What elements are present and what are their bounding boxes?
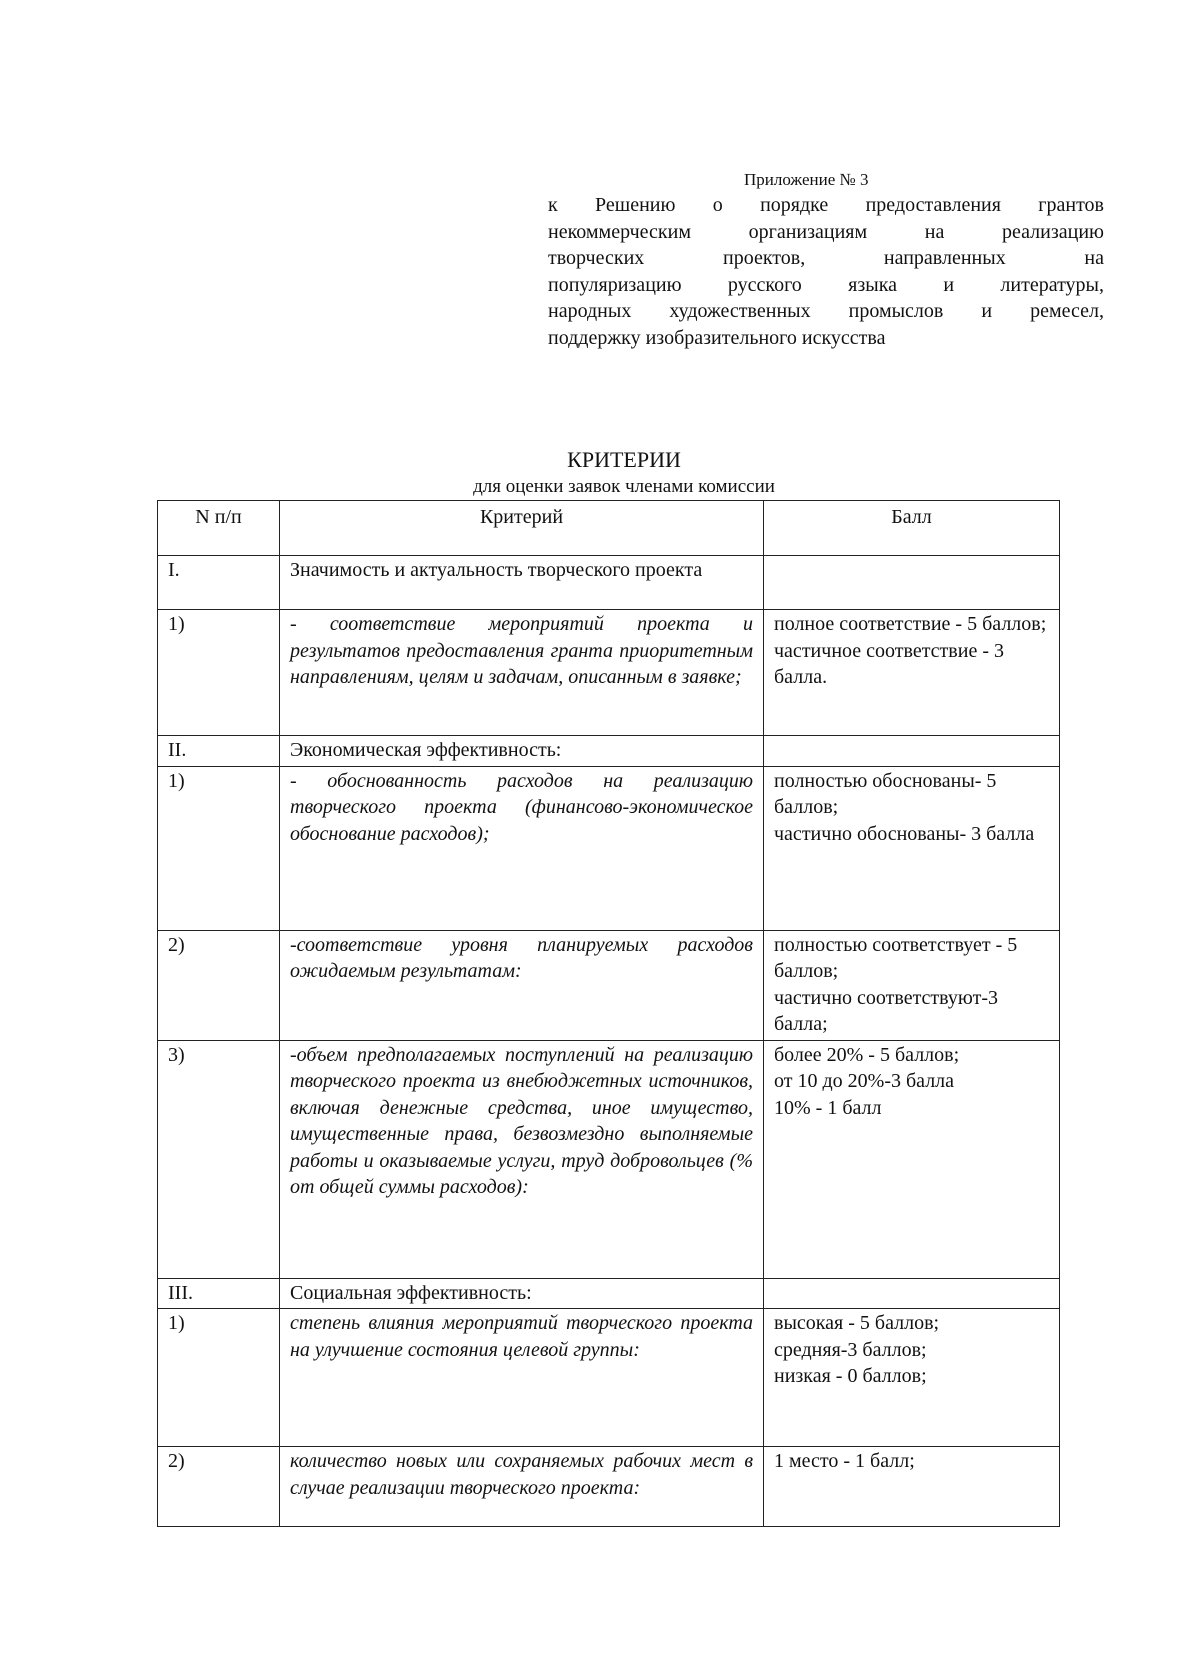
score-line: 1 место - 1 балл;: [774, 1450, 915, 1472]
score-line: полное соответствие - 5 баллов;: [774, 613, 1047, 635]
score-line: частично соответствуют-3 балла;: [774, 986, 999, 1035]
table-row: [158, 610, 1060, 736]
appendix-line: поддержку изобразительного искусства: [548, 326, 886, 349]
appendix-line: народных художественных промыслов и ремесел,: [548, 300, 1104, 322]
appendix-line: к Решению о порядке предоставления грантов: [548, 194, 1104, 216]
row-number: 2): [158, 1447, 280, 1527]
row-score: [764, 766, 1060, 930]
score-line: низкая - 0 баллов;: [774, 1365, 927, 1387]
score-line: частично обоснованы- 3 балла: [774, 822, 1035, 845]
row-number: 1): [158, 1309, 280, 1447]
criterion-text: степень влияния мероприятий творческого проекта на улучшение состояния целевой группы:: [280, 1309, 764, 1447]
header-score: Балл: [764, 501, 1060, 556]
header-criterion: Критерий: [280, 501, 764, 556]
row-score: [764, 1309, 1060, 1447]
document-title: КРИТЕРИИ: [567, 447, 681, 472]
section-heading: Значимость и актуальность творческого проекта: [280, 556, 764, 610]
score-line: полностью обоснованы- 5 баллов;: [774, 769, 997, 818]
section-heading: Экономическая эффективность:: [280, 736, 764, 767]
appendix-line: популяризацию русского языка и литературы,: [548, 273, 1104, 296]
row-number: 3): [158, 1040, 280, 1278]
row-score: [764, 610, 1060, 736]
criterion-text: - обоснованность расходов на реализацию творческого проекта (финансово-экономическое обоснование расходов);: [280, 766, 764, 930]
table-row: [158, 930, 1060, 1040]
score-line: полностью соответствует - 5 баллов;: [774, 933, 1018, 982]
score-line: от 10 до 20%-3 балла: [774, 1070, 955, 1092]
criterion-text: количество новых или сохраняемых рабочих мест в случае реализации творческого проекта:: [280, 1447, 764, 1527]
row-score: [764, 1040, 1060, 1278]
table-header-row: [158, 501, 1060, 556]
row-score: [764, 930, 1060, 1040]
table-row: [158, 1447, 1060, 1527]
row-number: 1): [158, 766, 280, 930]
row-number: III.: [158, 1278, 280, 1309]
row-score: [764, 1447, 1060, 1527]
criterion-text: -соответствие уровня планируемых расходов ожидаемым результатам:: [280, 930, 764, 1040]
section-heading: Социальная эффективность:: [280, 1278, 764, 1309]
score-line: высокая - 5 баллов;: [774, 1312, 940, 1334]
criterion-text: - соответствие мероприятий проекта и результатов предоставления гранта приоритетным направлениям, целям и задачам, описанным в заявке;: [280, 610, 764, 736]
row-number: I.: [158, 556, 280, 610]
appendix-line: творческих проектов, направленных на: [548, 247, 1104, 269]
row-score: [764, 1278, 1060, 1309]
row-number: 2): [158, 930, 280, 1040]
row-score: [764, 736, 1060, 767]
score-line: более 20% - 5 баллов;: [774, 1043, 960, 1066]
criterion-text: -объем предполагаемых поступлений на реализацию творческого проекта из внебюджетных источников, включая денежные средства, иное имущество, имущественные права, безвозмездно выполняемые работы и оказываемые услуги, труд добровольцев (% от общей суммы расходов):: [280, 1040, 764, 1278]
score-line: 10% - 1 балл: [774, 1096, 882, 1119]
appendix-header: [548, 170, 1104, 351]
row-score: [764, 556, 1060, 610]
table-row: [158, 1278, 1060, 1309]
score-line: частичное соответствие - 3 балла.: [774, 639, 1004, 688]
appendix-line: некоммерческим организациям на реализацию: [548, 220, 1104, 243]
table-row: [158, 1040, 1060, 1278]
criteria-table: [157, 500, 1060, 1527]
score-line: средняя-3 баллов;: [774, 1338, 927, 1361]
table-row: [158, 556, 1060, 610]
header-number: N п/п: [158, 501, 280, 556]
row-number: 1): [158, 610, 280, 736]
table-row: [158, 1309, 1060, 1447]
document-subtitle: для оценки заявок членами комиссии: [473, 476, 775, 497]
row-number: II.: [158, 736, 280, 767]
appendix-title: Приложение № 3: [744, 170, 869, 189]
table-row: [158, 736, 1060, 767]
table-row: [158, 766, 1060, 930]
